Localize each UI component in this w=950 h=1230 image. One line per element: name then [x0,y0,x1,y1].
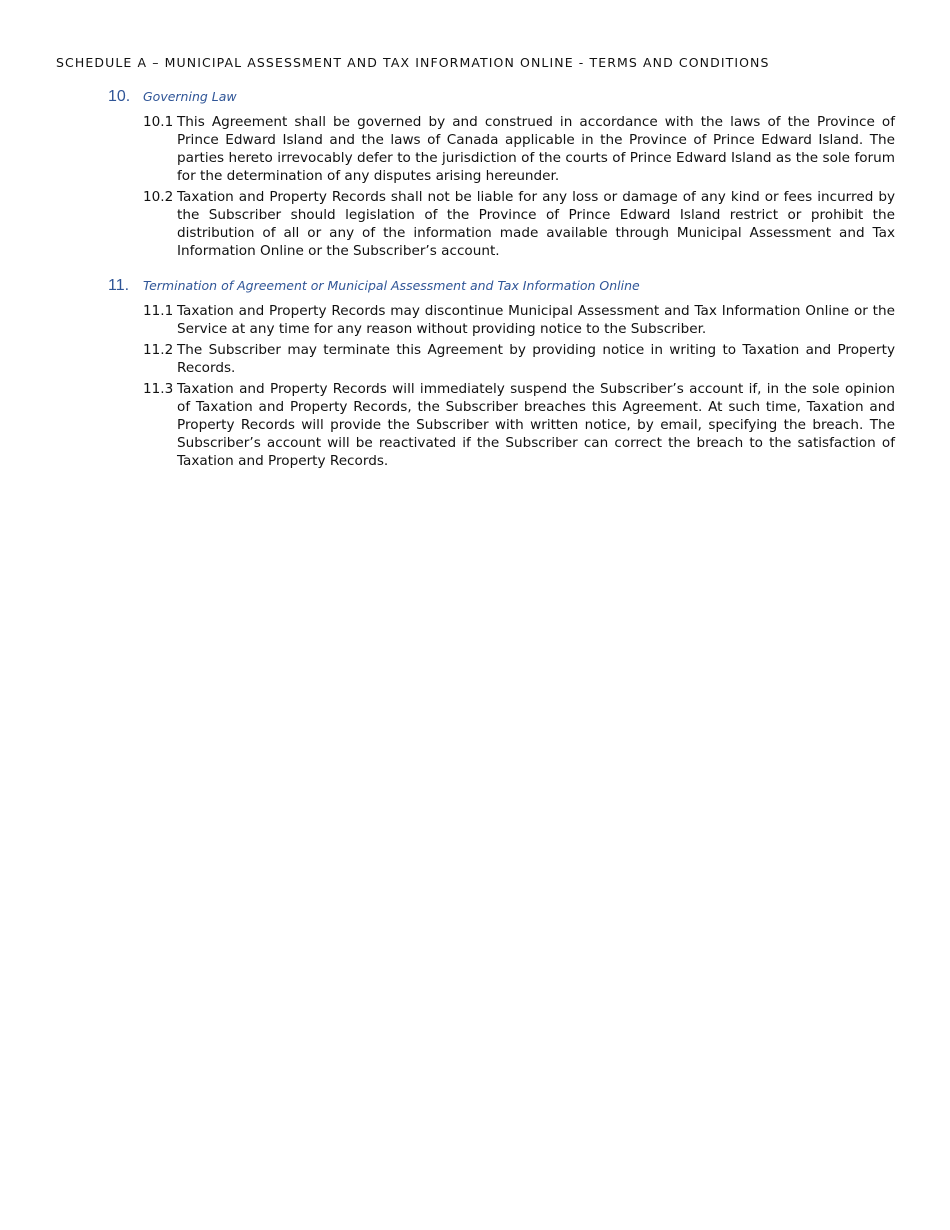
clause [108,380,895,470]
clause-text: Taxation and Property Records will immediately suspend the Subscriber’s account if, in the sole opinion of Taxation and Property Records, the Subscriber breaches this Agreement. At such time, Taxation and Property Records will provide the Subscriber with written notice, by email, specifying the breach. The Subscriber’s account will be reactivated if the Subscriber can correct the breach to the satisfaction of Taxation and Property Records. [177,381,895,469]
clause-text: The Subscriber may terminate this Agreement by providing notice in writing to Taxation and Property Records. [177,342,895,376]
clause-number: 10.2 [143,189,174,205]
clause-text: This Agreement shall be governed by and construed in accordance with the laws of the Province of Prince Edward Island and the laws of Canada applicable in the Province of Prince Edward Island. The parties hereto irrevocably defer to the jurisdiction of the courts of Prince Edward Island as the sole forum for the determination of any disputes arising hereunder. [177,114,895,184]
clause-number: 10.1 [143,114,174,130]
clause [108,341,895,377]
section-number: 10. [108,88,131,105]
clause-text: Taxation and Property Records may discontinue Municipal Assessment and Tax Information Online or the Service at any time for any reason without providing notice to the Subscriber. [177,303,895,337]
section-heading [108,88,895,110]
clause-text: Taxation and Property Records shall not be liable for any loss or damage of any kind or fees incurred by the Subscriber should legislation of the Province of Prince Edward Island restrict or prohibit the distribution of all or any of the information made available through Municipal Assessment and Tax Information Online or the Subscriber’s account. [177,189,895,259]
clause-number: 11.3 [143,381,174,397]
section-governing-law [108,88,895,260]
section-heading [108,277,895,299]
clause [108,113,895,185]
clause [108,188,895,260]
clause-number: 11.2 [143,342,174,358]
section-number: 11. [108,277,130,294]
page-header: SCHEDULE A – MUNICIPAL ASSESSMENT AND TAX INFORMATION ONLINE - TERMS AND CONDITIONS [56,55,770,70]
section-title: Governing Law [143,89,237,104]
section-title: Termination of Agreement or Municipal Assessment and Tax Information Online [143,278,640,293]
clause [108,302,895,338]
clause-number: 11.1 [143,303,174,319]
section-termination [108,277,895,470]
